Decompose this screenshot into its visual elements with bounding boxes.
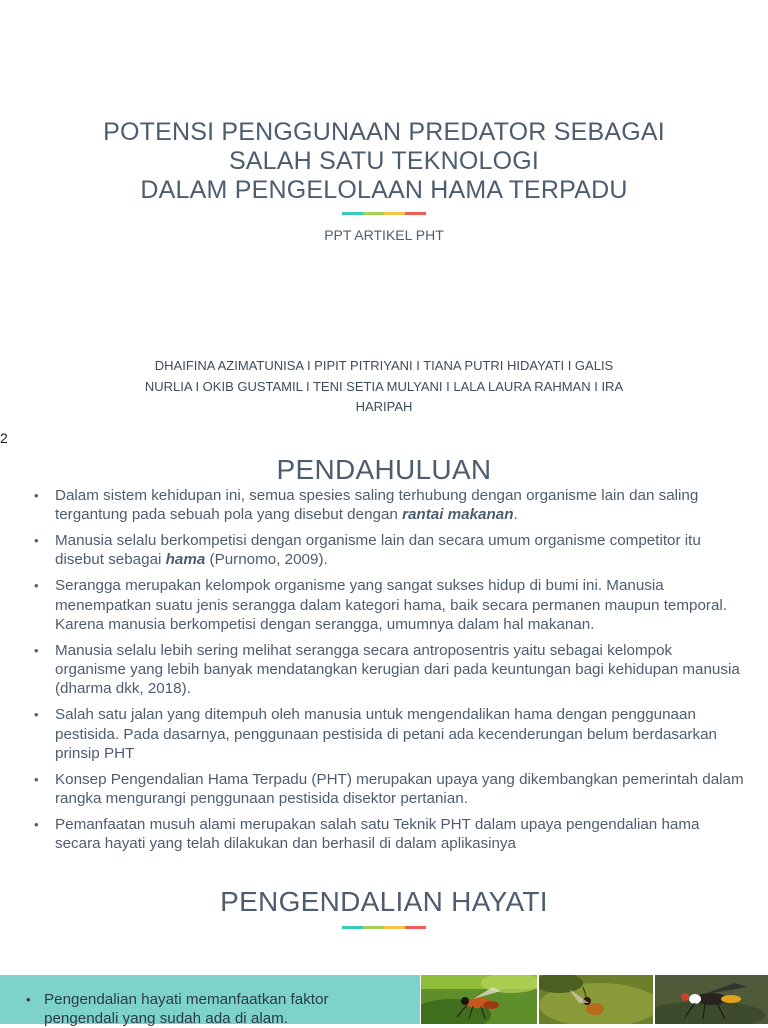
author-line: HARIPAH (355, 399, 413, 414)
bullet-item (32, 486, 744, 525)
author-line: DHAIFINA AZIMATUNISA I PIPIT PITRIYANI I TIANA PUTRI HIDAYATI I GALIS (154, 358, 614, 373)
bullet-item (32, 815, 744, 854)
bullet-item (32, 576, 744, 634)
author-list (140, 356, 628, 418)
bullet-text: Pemanfaatan musuh alami merupakan salah satu Teknik PHT dalam upaya pengendalian hama secara hayati yang telah dilakukan dan berhasil di dalam aplikasinya (55, 816, 700, 853)
bullet-text: Salah satu jalan yang ditempuh oleh manusia untuk mengendalikan hama dengan penggunaan pestisida. Pada dasarnya, penggunaan pestisida di petani ada kecenderungan belum berdasarkan prinsip PHT (55, 706, 717, 762)
page-number: 2 (0, 430, 8, 446)
bullet-list (32, 486, 744, 860)
section-heading-pendahuluan: PENDAHULUAN (276, 454, 492, 485)
section-heading-pengendalian-hayati: PENGENDALIAN HAYATI (220, 886, 548, 917)
bullet-text: Serangga merupakan kelompok organisme yang sangat sukses hidup di bumi ini. Manusia menempatkan suatu jenis serangga dalam kategori hama, baik secara permanen maupun temporal. Karena manusia berkompetisi dengan serangga, umumnya dalam hal makanan. (55, 577, 728, 633)
emphasis-text: hama (165, 551, 206, 569)
bullet-text: . (513, 506, 518, 524)
wasp-on-leaf-photo (539, 975, 653, 1024)
bullet-item (32, 705, 744, 763)
bullet-item (32, 770, 744, 809)
wasp-on-leaf-photo (421, 975, 537, 1024)
slide-subtitle: PPT ARTIKEL PHT (324, 227, 444, 243)
title-line: POTENSI PENGGUNAAN PREDATOR SEBAGAI (103, 118, 665, 146)
bullet-text: Manusia selalu lebih sering melihat serangga secara antroposentris yaitu sebagai kelompok organisme yang lebih banyak mendatangkan kerugian dari pada keuntungan bagi kehidupan manusia (dharma dkk, 2018). (55, 641, 740, 698)
bullet-item (32, 641, 744, 699)
panel-bullet: • Pengendalian hayati memanfaatkan faktor pengendali yang sudah ada di alam. (24, 990, 404, 1028)
emphasis-text: rantai makanan (402, 506, 514, 524)
section-accent-bar (342, 926, 426, 929)
bullet-text: Manusia selalu berkompetisi dengan organisme lain dan secara umum organisme competitor itu disebut sebagai (55, 532, 701, 569)
slide-title (60, 118, 708, 205)
title-line: DALAM PENGELOLAAN HAMA TERPADU (140, 176, 628, 204)
title-line: SALAH SATU TEKNOLOGI (228, 147, 540, 175)
wasp-on-leaf-photo (655, 975, 768, 1024)
author-line: NURLIA I OKIB GUSTAMIL I TENI SETIA MULYANI I LALA LAURA RAHMAN I IRA (144, 378, 624, 394)
bullet-text: Dalam sistem kehidupan ini, semua spesies saling terhubung dengan organisme lain dan saling tergantung pada sebuah pola yang disebut dengan (55, 487, 699, 524)
title-accent-bar (342, 212, 426, 215)
bullet-text: (Purnomo, 2009). (205, 551, 328, 569)
bullet-item (32, 531, 744, 570)
bullet-text: Konsep Pengendalian Hama Terpadu (PHT) merupakan upaya yang dikembangkan pemerintah dalam rangka mengurangi penggunaan pestisida disektor pertanian. (55, 770, 744, 808)
